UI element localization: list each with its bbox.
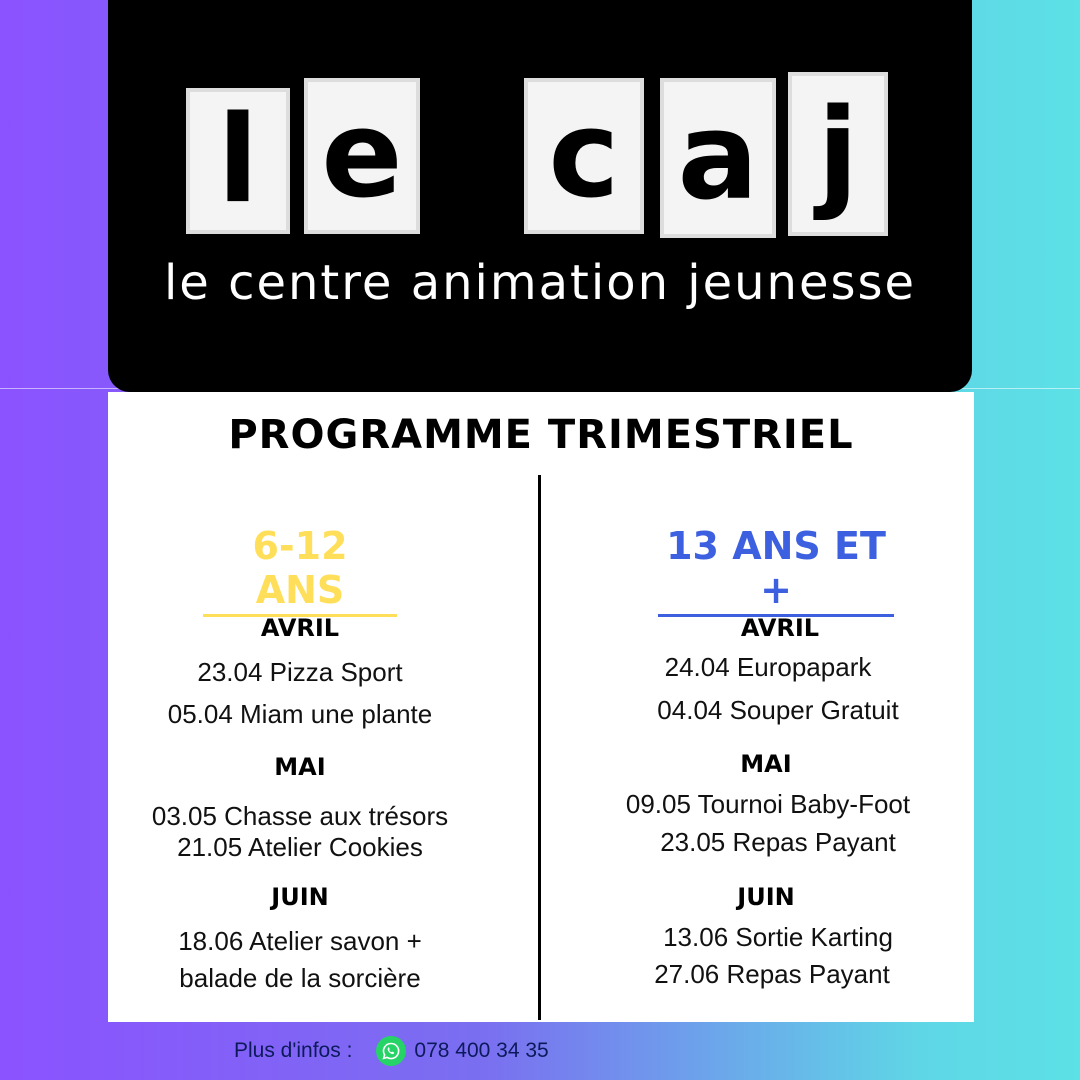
event-item: 18.06 Atelier savon + (178, 926, 422, 956)
footer-contact (234, 1036, 549, 1066)
event-item: 09.05 Tournoi Baby-Foot (625, 789, 911, 819)
logo-tile-c: c (524, 78, 644, 234)
footer-label: Plus d'infos : (234, 1039, 353, 1062)
event-item: 27.06 Repas Payant (654, 959, 890, 989)
program-panel (108, 392, 974, 1022)
footer-phone[interactable]: 078 400 34 35 (414, 1039, 549, 1062)
event-item: 23.05 Repas Payant (660, 827, 896, 857)
logo-tile-l: l (186, 88, 290, 234)
month-heading-juin: JUIN (271, 883, 329, 911)
event-item: 24.04 Europapark (664, 652, 872, 682)
event-item: 04.04 Souper Gratuit (657, 695, 899, 725)
header-banner (108, 0, 972, 392)
column-divider (538, 475, 541, 1020)
tagline: le centre animation jeunesse (163, 255, 917, 311)
logo-tile-j: j (788, 72, 888, 236)
age-group-13-plus: 13 ANS ET + (658, 524, 894, 617)
whatsapp-icon (376, 1036, 406, 1066)
logo-tile-a: a (660, 78, 776, 238)
month-heading-juin: JUIN (737, 883, 795, 911)
event-item: 21.05 Atelier Cookies (177, 832, 423, 862)
month-heading-mai: MAI (740, 750, 792, 778)
logo-tile-e: e (304, 78, 420, 234)
event-item: balade de la sorcière (179, 963, 421, 993)
age-group-6-12: 6-12 ANS (203, 524, 397, 617)
month-heading-mai: MAI (274, 753, 326, 781)
month-heading-avril: AVRIL (740, 614, 820, 642)
event-item: 13.06 Sortie Karting (663, 922, 893, 952)
month-heading-avril: AVRIL (260, 614, 340, 642)
program-title: PROGRAMME TRIMESTRIEL (228, 412, 854, 458)
event-item: 23.04 Pizza Sport (197, 657, 403, 687)
event-item: 05.04 Miam une plante (167, 699, 433, 729)
logo-le-caj (108, 0, 972, 260)
event-item: 03.05 Chasse aux trésors (151, 801, 449, 831)
